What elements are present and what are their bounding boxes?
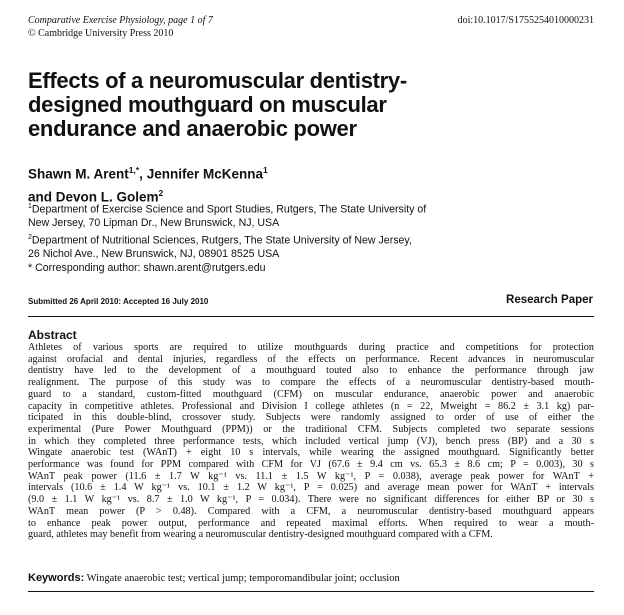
keywords xyxy=(28,572,400,585)
affiliation-text: 26 Nichol Ave., New Brunswick, NJ, 08901 8525 USA xyxy=(28,248,280,261)
abstract-line: WAnT mean power (P > 0.48). Compared with a CFM, a neuromuscular dentistry-based mouthguard appears xyxy=(28,505,594,517)
author-name[interactable]: Devon L. Golem xyxy=(55,189,159,204)
submission-dates: Submitted 26 April 2010: Accepted 16 July 2010 xyxy=(28,297,209,306)
affiliation-marker: 2 xyxy=(28,234,32,242)
author-name[interactable]: Shawn M. Arent xyxy=(28,166,129,182)
abstract-line: guard, athletes may benefit from wearing a neuromuscular dentistry-designed mouthguard compared with a CFM. xyxy=(28,529,493,541)
keywords-text: Wingate anaerobic test; vertical jump; temporomandibular joint; occlusion xyxy=(84,573,400,584)
doi-link[interactable]: doi:10.1017/S1755254010000231 xyxy=(457,15,594,26)
abstract-line: Athletes of various sports are required to utilize mouthguards during practice and competitions for protection xyxy=(28,342,594,353)
corresponding-author[interactable]: * Corresponding author: shawn.arent@rutgers.edu xyxy=(28,262,266,275)
author-affiliation-marker: 2 xyxy=(158,187,164,198)
author-separator: , xyxy=(139,166,147,182)
title-line: endurance and anaerobic power xyxy=(28,116,357,141)
abstract-line: dentistry have led to the development of a mouthguard touted also to enhance the performance through jaw xyxy=(28,365,594,377)
affiliations xyxy=(28,200,588,276)
abstract-line: against orofacial and dental injuries, regardless of the effects on performance. Recent advances in neuromuscular xyxy=(28,353,594,365)
abstract-line: (9.0 ± 1.1 W kg⁻¹ vs. 8.7 ± 1.0 W kg⁻¹, P = 0.034). There were no significant differences for either BP or 30 s xyxy=(28,494,594,506)
author-affiliation-marker: 1 xyxy=(262,165,268,175)
divider xyxy=(28,591,594,592)
abstract-line: performance was found for PPM compared with CFM for VJ (67.6 ± 9.4 cm vs. 65.3 ± 8.6 cm; P = 0.003), 30 s xyxy=(28,459,594,471)
abstract-line: Wingate anaerobic test (WAnT) + eight 10 s intervals, while wearing the assigned mouthguard. Significantly better xyxy=(28,447,594,459)
abstract-line: to enhance peak power output, performance and repeated maximal efforts. When required to wear a mouth- xyxy=(28,517,594,529)
paper-type-label: Research Paper xyxy=(506,294,593,306)
article-title xyxy=(28,69,588,141)
author-name[interactable]: Jennifer McKenna xyxy=(146,166,263,182)
author-conjunction: and xyxy=(28,189,56,204)
affiliation-text: Department of Nutritional Sciences, Rutgers, The State University of New Jersey, xyxy=(31,234,412,247)
title-line: designed mouthguard on muscular xyxy=(28,92,387,117)
abstract-heading: Abstract xyxy=(28,328,77,342)
title-line: Effects of a neuromuscular dentistry- xyxy=(28,68,407,93)
abstract-body xyxy=(28,342,594,541)
abstract-line: realignment. The purpose of this study was to compare the effects of a neuromuscular dentistry-based mouth- xyxy=(28,377,594,389)
abstract-line: ticipated in this double-blind, crossover study. Subjects were randomly assigned to order of use of either the xyxy=(28,412,594,424)
abstract-line: capacity in competitive athletes. Professional and Division I college athletes (n = 22, Mweight = 86.2 ± 3.1 kg) par- xyxy=(28,400,594,412)
keywords-label: Keywords: xyxy=(28,572,85,584)
affiliation-marker: 1 xyxy=(28,203,32,210)
abstract-line: guard to a standard, custom-fitted mouthguard (CFM) on muscular endurance, anaerobic power and anaerobic xyxy=(28,388,594,400)
abstract-line: intervals (10.6 ± 1.4 W kg⁻¹ vs. 10.1 ± 1.2 W kg⁻¹, P = 0.025) and average mean power for WAnT + intervals xyxy=(28,482,594,494)
journal-citation: Comparative Exercise Physiology, page 1 of 7 xyxy=(28,15,213,26)
abstract-line: in which they completed three performance tests, which included vertical jump (VJ), bench press (BP) and a 30 s xyxy=(28,435,594,447)
abstract-line: WAnT peak power (11.6 ± 1.7 W kg⁻¹ vs. 11.1 ± 1.5 W kg⁻¹, P = 0.038), average peak power for WAnT + xyxy=(28,470,594,482)
author-affiliation-marker: 1,* xyxy=(128,165,140,175)
divider xyxy=(28,316,594,317)
affiliation-text: New Jersey, 70 Lipman Dr., New Brunswick, NJ, USA xyxy=(28,217,280,230)
copyright-line: © Cambridge University Press 2010 xyxy=(28,28,174,39)
affiliation-text: Department of Exercise Science and Sport Studies, Rutgers, The State University of xyxy=(31,203,427,216)
abstract-line: experimental (Pure Power Mouthguard (PPM)) or the traditional CFM. Subjects completed two separate sessions xyxy=(28,423,594,435)
